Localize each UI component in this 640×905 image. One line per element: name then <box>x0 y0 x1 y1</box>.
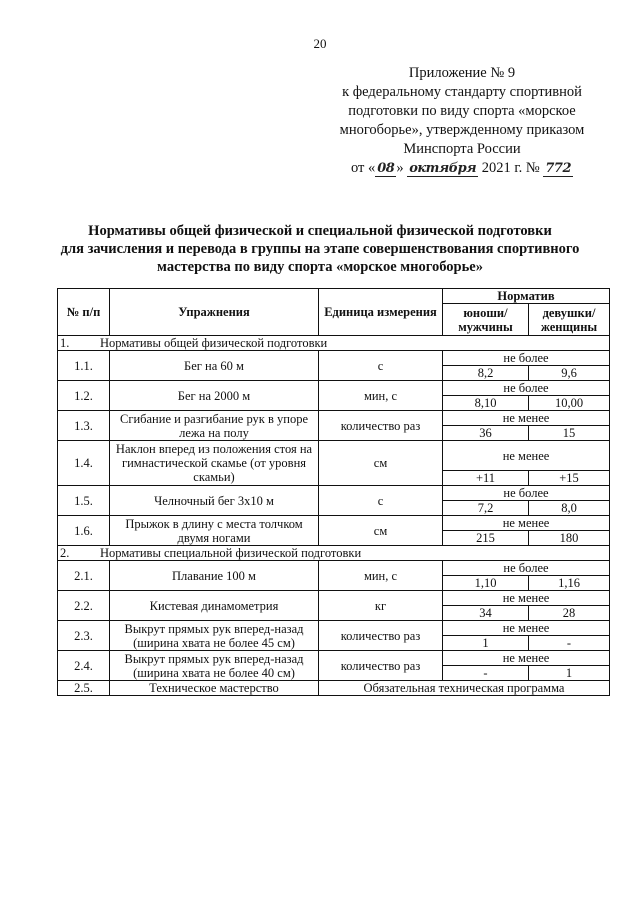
date-prefix: от « <box>350 160 376 176</box>
date-day: 08 <box>377 161 395 176</box>
table-row <box>58 486 610 501</box>
row-condition: не более <box>443 351 610 366</box>
section-title: Нормативы специальной физической подготовки <box>100 546 362 560</box>
row-exercise: Прыжок в длину с места толчком двумя ногами <box>110 516 319 546</box>
row-exercise: Плавание 100 м <box>110 561 319 591</box>
row-boys-value: 8,10 <box>443 396 529 411</box>
row-boys-value: 34 <box>443 606 529 621</box>
table-row <box>58 351 610 366</box>
row-girls-value: 15 <box>529 426 610 441</box>
table-row <box>58 621 610 636</box>
header-boys: юноши/ мужчины <box>443 304 529 336</box>
row-condition: не менее <box>443 651 610 666</box>
row-exercise: Бег на 60 м <box>110 351 319 381</box>
row-boys-value: 8,2 <box>443 366 529 381</box>
row-exercise: Выкрут прямых рук вперед-назад (ширина хвата не более 45 см) <box>110 621 319 651</box>
row-condition: не более <box>443 486 610 501</box>
row-unit: количество раз <box>319 621 443 651</box>
row-merged-requirement: Обязательная техническая программа <box>319 681 610 696</box>
row-girls-value: 1 <box>529 666 610 681</box>
row-number: 1.2. <box>58 381 110 411</box>
row-girls-value: 10,00 <box>529 396 610 411</box>
row-boys-value: 1 <box>443 636 529 651</box>
row-exercise: Сгибание и разгибание рук в упоре лежа на полу <box>110 411 319 441</box>
row-exercise: Кистевая динамометрия <box>110 591 319 621</box>
row-girls-value: 1,16 <box>529 576 610 591</box>
row-girls-value: 8,0 <box>529 501 610 516</box>
row-girls-value: +15 <box>529 471 610 486</box>
page-number: 20 <box>313 36 327 51</box>
order-date-line <box>312 159 612 178</box>
row-number: 2.5. <box>58 681 110 696</box>
header-norm: Норматив <box>443 289 610 304</box>
row-exercise: Бег на 2000 м <box>110 381 319 411</box>
row-number: 1.6. <box>58 516 110 546</box>
row-unit: количество раз <box>319 651 443 681</box>
row-girls-value: - <box>529 636 610 651</box>
row-boys-value: - <box>443 666 529 681</box>
date-month: октября <box>409 161 477 176</box>
table-row <box>58 561 610 576</box>
row-unit: см <box>319 516 443 546</box>
title-line: мастерства по виду спорта «морское многоборье» <box>157 259 483 275</box>
appendix-block <box>312 64 612 178</box>
header-girls: девушки/ женщины <box>529 304 610 336</box>
section-number: 2. <box>60 546 70 560</box>
table-header <box>58 289 610 336</box>
row-unit: мин, с <box>319 381 443 411</box>
row-condition: не менее <box>443 441 610 471</box>
row-condition: не менее <box>443 591 610 606</box>
table-row <box>58 411 610 426</box>
row-boys-value: 1,10 <box>443 576 529 591</box>
row-girls-value: 9,6 <box>529 366 610 381</box>
header-num: № п/п <box>58 289 110 336</box>
section-title: Нормативы общей физической подготовки <box>100 336 328 350</box>
section-header <box>58 546 610 561</box>
row-unit: мин, с <box>319 561 443 591</box>
section-row <box>58 336 610 351</box>
row-number: 1.4. <box>58 441 110 486</box>
row-exercise: Техническое мастерство <box>110 681 319 696</box>
row-number: 1.3. <box>58 411 110 441</box>
table-body <box>58 336 610 696</box>
date-suffix: 2021 г. № <box>481 160 540 176</box>
row-number: 2.4. <box>58 651 110 681</box>
section-row <box>58 546 610 561</box>
header-exercise: Упражнения <box>110 289 319 336</box>
appendix-line: Приложение № 9 <box>408 65 516 81</box>
date-mid: » <box>396 160 404 176</box>
appendix-line: к федеральному стандарту спортивной <box>342 84 582 100</box>
order-number: 772 <box>545 161 572 176</box>
row-number: 1.5. <box>58 486 110 516</box>
row-exercise: Челночный бег 3х10 м <box>110 486 319 516</box>
row-girls-value: 180 <box>529 531 610 546</box>
appendix-line: многоборье», утвержденному приказом <box>339 122 585 138</box>
table-row <box>58 441 610 471</box>
appendix-line: Минспорта России <box>403 141 521 157</box>
row-unit: с <box>319 351 443 381</box>
row-unit: кг <box>319 591 443 621</box>
row-exercise: Выкрут прямых рук вперед-назад (ширина хвата не более 40 см) <box>110 651 319 681</box>
table-row <box>58 381 610 396</box>
row-exercise: Наклон вперед из положения стоя на гимнастической скамье (от уровня скамьи) <box>110 441 319 486</box>
section-header <box>58 336 610 351</box>
row-condition: не менее <box>443 411 610 426</box>
row-boys-value: +11 <box>443 471 529 486</box>
row-boys-value: 7,2 <box>443 501 529 516</box>
row-unit: см <box>319 441 443 486</box>
header-unit: Единица измерения <box>319 289 443 336</box>
title-line: для зачисления и перевода в группы на этапе совершенствования спортивного <box>60 241 580 257</box>
row-number: 2.1. <box>58 561 110 591</box>
table-row <box>58 516 610 531</box>
row-condition: не менее <box>443 516 610 531</box>
row-condition: не менее <box>443 621 610 636</box>
row-girls-value: 28 <box>529 606 610 621</box>
table-row <box>58 681 610 696</box>
row-number: 2.3. <box>58 621 110 651</box>
row-number: 2.2. <box>58 591 110 621</box>
row-unit: количество раз <box>319 411 443 441</box>
table-row <box>58 651 610 666</box>
norms-table <box>57 288 610 696</box>
section-number: 1. <box>60 336 70 350</box>
document-title <box>40 222 600 276</box>
row-boys-value: 215 <box>443 531 529 546</box>
row-number: 1.1. <box>58 351 110 381</box>
row-condition: не более <box>443 561 610 576</box>
row-condition: не более <box>443 381 610 396</box>
title-line: Нормативы общей физической и специальной физической подготовки <box>88 223 552 239</box>
row-boys-value: 36 <box>443 426 529 441</box>
table-row <box>58 591 610 606</box>
appendix-line: подготовки по виду спорта «морское <box>348 103 576 119</box>
row-unit: с <box>319 486 443 516</box>
